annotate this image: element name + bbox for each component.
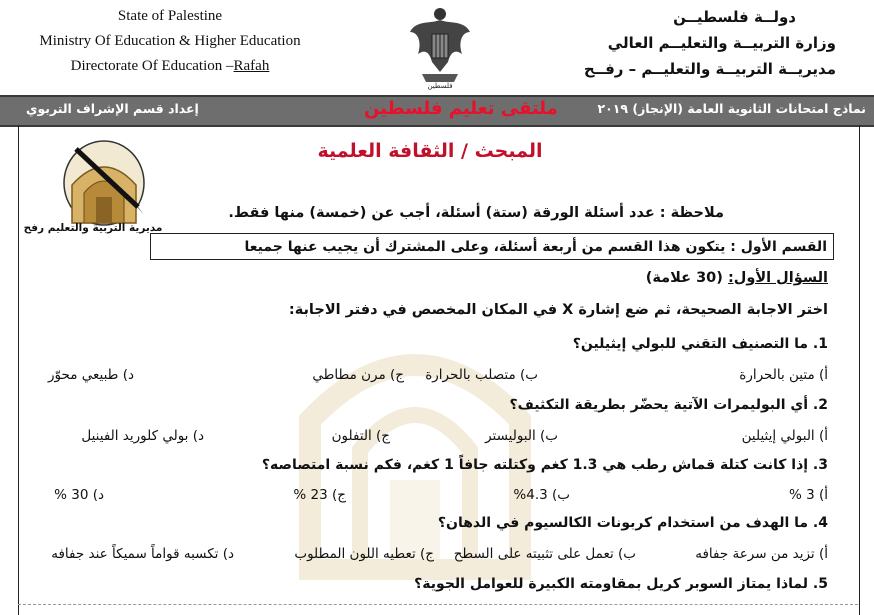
q4-option-c: ج) تعطيه اللون المطلوب: [294, 546, 434, 562]
directorate-city: Rafah: [233, 58, 270, 74]
question-one-marks: (30 علامة): [645, 270, 723, 286]
palestine-eagle-emblem-icon: [408, 2, 472, 90]
ministry-name-ar: وزارة التربيــة والتعليــم العالي: [607, 34, 836, 52]
subject-title: المبحث / الثقافة العلمية: [317, 140, 543, 162]
question-one-label: السؤال الأول:: [727, 270, 828, 286]
q3-option-b: ب) 4.3%: [513, 487, 570, 503]
q1-option-d: د) طبيعي محوّر: [48, 367, 134, 383]
question-4-text: 4. ما الهدف من استخدام كربونات الكالسيوم في الدهان؟: [437, 515, 828, 531]
exam-banner: [0, 95, 874, 127]
directorate-name-ar: مديريــة التربيــة والتعليــم – رفــح: [583, 60, 836, 78]
arabic-header: [536, 4, 836, 82]
q4-option-a: أ) تزيد من سرعة جفافه: [695, 546, 828, 562]
q4-option-b: ب) تعمل على تثبيته على السطح: [453, 546, 636, 562]
question-3-text: 3. إذا كانت كتلة قماش رطب هي 1.3 كغم وكتلته جافاً 1 كغم، فكم نسبة امتصاصه؟: [261, 457, 828, 473]
question-2-text: 2. أي البوليمرات الآتية يحضّر بطريقة التكثيف؟: [509, 397, 828, 413]
q1-option-b: ب) متصلب بالحرارة: [425, 367, 538, 383]
q1-option-c: ج) مرن مطاطي: [312, 367, 404, 383]
directorate-logo-icon: [46, 135, 156, 235]
logo-caption: مديرية التربية والتعليم رفح: [23, 222, 163, 234]
banner-prepared-by: إعداد قسم الإشراف التربوي: [26, 101, 199, 116]
question-one-heading: [646, 270, 828, 286]
q4-option-d: د) تكسبه قواماً سميكاً عند جفافه: [51, 546, 234, 562]
q1-option-a: أ) متين بالحرارة: [739, 367, 828, 383]
ministry-name-en: Ministry Of Education & Higher Education: [39, 33, 301, 49]
question-instruction: اختر الاجابة الصحيحة، ثم ضع إشارة X في المكان المخصص في دفتر الاجابة:: [288, 302, 828, 318]
emblem-caption: فلسطين: [427, 82, 453, 90]
q3-option-c: ج) 23 %: [293, 487, 346, 503]
question-5-text: 5. لماذا يمتاز السوبر كريل بمقاومته الكبيرة للعوامل الجوية؟: [414, 576, 828, 592]
english-header: [0, 4, 340, 79]
q2-option-d: د) بولي كلوريد الفينيل: [81, 428, 204, 444]
directorate-prefix: Directorate Of Education –: [70, 58, 234, 74]
q3-option-a: أ) 3 %: [788, 487, 828, 503]
q2-option-c: ج) التفلون: [331, 428, 390, 444]
section-one-instructions: القسم الأول : يتكون هذا القسم من أربعة أسئلة، وعلى المشترك أن يجيب عنها جميعا: [150, 233, 834, 260]
state-name-ar: دولــة فلسطيــن: [673, 8, 796, 26]
state-name-en: State of Palestine: [117, 8, 223, 24]
banner-exam-models: نماذج امتحانات الثانوية العامة (الإنجاز) ٢٠١٩: [597, 101, 866, 116]
q2-option-a: أ) البولي إيثيلين: [741, 428, 828, 444]
directorate-name-en: [0, 54, 340, 79]
banner-forum-name: ملتقى تعليم فلسطين: [364, 98, 558, 119]
q2-option-b: ب) البوليستر: [485, 428, 558, 444]
q3-option-d: د) 30 %: [54, 487, 104, 503]
exam-note: ملاحظة : عدد أسئلة الورقة (ستة) أسئلة، أجب عن (خمسة) منها فقط.: [228, 205, 724, 221]
question-1-text: 1. ما التصنيف التقني للبولي إيثيلين؟: [572, 336, 828, 352]
